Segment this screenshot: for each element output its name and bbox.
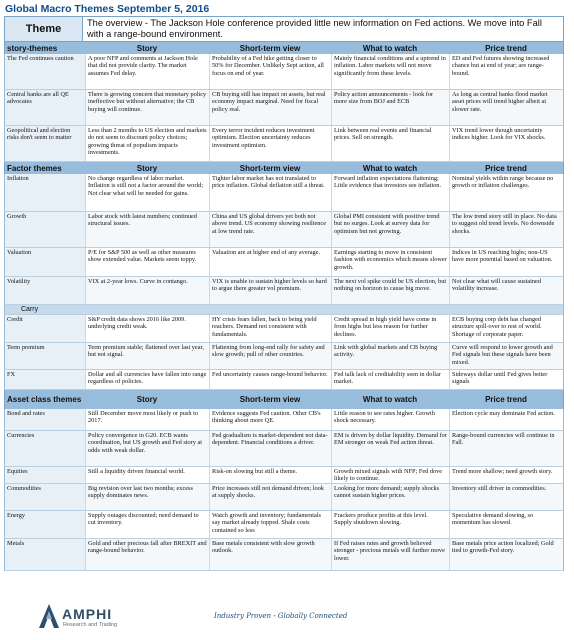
column-header: Short-term view	[239, 43, 301, 53]
table-cell: China and US global drivers yet both not above trend. US economy showing resilience at low trend rate.	[209, 212, 331, 247]
row-label: Commodities	[5, 484, 85, 510]
table-row	[4, 90, 564, 126]
table-row	[4, 174, 564, 212]
row-label: Term premium	[5, 343, 85, 369]
theme-overview-text: The overview - The Jackson Hole conference provided little new information on Fed actions. We move into Fall with a range-bound environment.	[83, 17, 563, 41]
table-cell: VIX is unable to sustain higher levels so hard to argue there greater vol premium.	[209, 277, 331, 304]
table-cell: Election cycle may dominate Fed action.	[449, 409, 563, 430]
footer-tagline: Industry Proven - Globally Connected	[214, 612, 348, 620]
table-row	[4, 511, 564, 539]
macro-themes-table	[4, 16, 564, 571]
table-cell: Fed gradualism is market-dependent not data-dependent. Financial conditions a driver.	[209, 431, 331, 466]
table-cell: HY crisis fears fallen, back to being yield reachers. Demand not consistent with fundamentals.	[209, 315, 331, 342]
table-cell: Base metals price action localized; Gold tied to growth-Fed story.	[449, 539, 563, 570]
table-cell: Every terror incident reduces investment optimism. Election uncertainty reduces investment optimism.	[209, 126, 331, 161]
row-label: Energy	[5, 511, 85, 538]
table-cell: Dollar and all currencies have fallen into range regardless of policies.	[85, 370, 209, 389]
section-header-row	[4, 162, 564, 174]
table-cell: Price increases still not demand driven; look at supply shocks.	[209, 484, 331, 510]
table-cell: Credit spread in high yield have come in from highs but less reason for further declines.	[331, 315, 449, 342]
theme-label: Theme	[5, 17, 83, 41]
table-cell: Valuation are at higher end of any average.	[209, 248, 331, 276]
section-header-row	[4, 42, 564, 54]
table-cell: ECB buying corp debt has changed structure spill-over to rest of world. Shortage of corporate paper.	[449, 315, 563, 342]
table-row	[4, 248, 564, 277]
table-cell: Forward inflation expectations flattening; Little evidence that investors see inflation.	[331, 174, 449, 211]
table-cell: Less than 2 months to US election and markets do not seem to discount policy choices; growing threat of populism impacts investments.	[85, 126, 209, 161]
table-row	[4, 431, 564, 467]
table-row	[4, 54, 564, 90]
table-cell: Base metals consistent with slow growth outlook.	[209, 539, 331, 570]
row-label: Inflation	[5, 174, 85, 211]
logo-name: AMPHI	[62, 606, 113, 622]
section-header-row	[4, 390, 564, 409]
table-cell: Still December move most likely or push to 2017.	[85, 409, 209, 430]
column-header: Price trend	[485, 43, 527, 53]
table-cell: Gold and other precious fall after BREXIT and range-bound behavior.	[85, 539, 209, 570]
table-cell: Probability of a Fed hike getting closer to 50% for December. Unlikely Sept action, all focus on end of year.	[209, 54, 331, 89]
column-header: Price trend	[485, 395, 527, 404]
row-label: Growth	[5, 212, 85, 247]
table-row	[4, 539, 564, 571]
table-cell: Little reason to see rates higher. Growth shock necessary.	[331, 409, 449, 430]
section-title: Asset class themes	[7, 395, 82, 404]
table-cell: No change regardless of labor market. Inflation is still not a factor around the world; Not clear what will be needed for gains.	[85, 174, 209, 211]
table-cell: There is growing concern that monetary policy ineffective but without alternative; the CB buying will continue.	[85, 90, 209, 125]
table-cell: Earnings starting to move in consistent fashion with economics which means slower growth.	[331, 248, 449, 276]
table-cell: EM is driven by dollar liquidity. Demand for EM stronger on weak Fed action threat.	[331, 431, 449, 466]
row-label: Bond and rates	[5, 409, 85, 430]
table-cell: Supply outages discounted; need demand to cut inventory.	[85, 511, 209, 538]
table-row	[4, 277, 564, 305]
table-cell: A poor NFP and comments at Jackson Hole that did not provide clarity. The market assumes Fed delay.	[85, 54, 209, 89]
table-cell: VIX trend lower though uncertainty indices higher. Look for VIX shocks.	[449, 126, 563, 161]
footer	[0, 600, 574, 640]
table-row	[4, 212, 564, 248]
table-cell: Watch growth and inventory; fundamentals say market already topped. Shale costs contained so less	[209, 511, 331, 538]
table-row	[4, 315, 564, 343]
table-cell: Inventory still driver in commodities.	[449, 484, 563, 510]
amphi-logo-icon	[38, 603, 60, 629]
table-cell: Term premium stable; flattened over last year, but not signal.	[85, 343, 209, 369]
table-row	[4, 484, 564, 511]
theme-row	[4, 16, 564, 42]
row-label: Valuation	[5, 248, 85, 276]
table-cell: ED and Fed futures showing increased chance but at end of year; are range-bound.	[449, 54, 563, 89]
page-title: Global Macro Themes September 5, 2016	[5, 3, 210, 15]
table-cell: CB buying still has impact on assets, but real economy impact marginal. Need for fiscal policy real.	[209, 90, 331, 125]
column-header: What to watch	[362, 43, 418, 53]
table-cell: Policy action announcements - look for more size from BOJ and ECB	[331, 90, 449, 125]
table-cell: Fed talk lack of creditability seen in dollar market.	[331, 370, 449, 389]
column-header: Price trend	[485, 163, 527, 173]
table-cell: Flattening from long-end rally for safety and slow growth; pull of other countries.	[209, 343, 331, 369]
table-cell: Risk-on slowing but still a theme.	[209, 467, 331, 483]
row-label: Equities	[5, 467, 85, 483]
table-cell: Tighter labor market has not translated to price inflation. Global deflation still a threat.	[209, 174, 331, 211]
table-cell: Global PMI consistent with positive trend but no surges. Look at survey data for optimism but not growing.	[331, 212, 449, 247]
logo-subtitle: Research and Trading	[63, 622, 118, 628]
column-header: Story	[136, 395, 158, 404]
row-label: Volatility	[5, 277, 85, 304]
table-cell: S&P credit data shows 2016 like 2009. underlying credit weak.	[85, 315, 209, 342]
table-cell: Sideways dollar until Fed gives better signals	[449, 370, 563, 389]
row-label: The Fed continues caution	[5, 54, 85, 89]
table-row	[4, 370, 564, 390]
table-cell: Speculative demand slowing, so momentum has slowed.	[449, 511, 563, 538]
table-cell: The next vol spike could be US election, but nothing on horizon to cause big move.	[331, 277, 449, 304]
table-cell: Policy convergence in G20. ECB wants coordination, but US growth and Fed story at odds with weak dollar.	[85, 431, 209, 466]
table-cell: Fed uncertainty causes range-bound behavior.	[209, 370, 331, 389]
table-cell: Link with global markets and CB buying activity.	[331, 343, 449, 369]
table-cell: Curve will respond to lower growth and Fed signals but these signals have been mixed.	[449, 343, 563, 369]
section-title: story-themes	[7, 43, 58, 53]
column-header: Short-term view	[239, 163, 301, 173]
table-cell: Evidence suggests Fed caution. Other CB's thinking about more QE.	[209, 409, 331, 430]
row-label: Currencies	[5, 431, 85, 466]
table-row	[4, 126, 564, 162]
table-cell: Link between real events and financial prices. Sell on strength.	[331, 126, 449, 161]
carry-subheader-row	[4, 305, 564, 315]
column-header: What to watch	[362, 163, 418, 173]
table-cell: As long as central banks flood market asset prices will trend higher albeit at slower rate.	[449, 90, 563, 125]
table-cell: Big revision over last two months; excess supply dominates news.	[85, 484, 209, 510]
table-cell: Frackers produce profits at this level. Supply shutdown slowing.	[331, 511, 449, 538]
row-label: Credit	[5, 315, 85, 342]
table-cell: Indices in US reaching highs; non-US have more potential based on valuation.	[449, 248, 563, 276]
row-label: Metals	[5, 539, 85, 570]
table-cell: Trend more shallow; need growth story.	[449, 467, 563, 483]
table-cell: Range-bound currencies will continue in Fall.	[449, 431, 563, 466]
table-cell: Mainly financial conditions and a uptrend in inflation. Labor markets will not move significantly from these levels.	[331, 54, 449, 89]
table-row	[4, 467, 564, 484]
table-cell: The low trend story still in place. No data to suggest old trend levels. No downside shocks.	[449, 212, 563, 247]
table-row	[4, 409, 564, 431]
table-cell: Still a liquidity driven financial world.	[85, 467, 209, 483]
table-cell: Looking for more demand; supply shocks cannot sustain higher prices.	[331, 484, 449, 510]
row-label: Geopolitical and election risks don't seem to matter	[5, 126, 85, 161]
table-row	[4, 343, 564, 370]
section-title: Factor themes	[7, 163, 62, 173]
table-cell: P/E for S&P 500 as well as other measures show extended value. Markets seem toppy.	[85, 248, 209, 276]
column-header: What to watch	[362, 395, 418, 404]
table-cell: VIX at 2-year lows. Curve in contango.	[85, 277, 209, 304]
table-cell: Nominal yields within range because no growth or inflation challenges.	[449, 174, 563, 211]
table-cell: Not clear what will cause sustained volatility increase.	[449, 277, 563, 304]
table-cell: Labor stock with latest numbers; continued structural issues.	[85, 212, 209, 247]
column-header: Story	[136, 163, 158, 173]
column-header: Short-term view	[239, 395, 301, 404]
table-cell: If Fed raises rates and growth believed stronger - precious metals will further move lower.	[331, 539, 449, 570]
row-label: FX	[5, 370, 85, 389]
column-header: Story	[136, 43, 158, 53]
row-label: Central banks are all QE advocates	[5, 90, 85, 125]
table-cell: Growth mixed signals with NFP; Fed dove likely to continue.	[331, 467, 449, 483]
carry-label: Carry	[21, 306, 39, 313]
